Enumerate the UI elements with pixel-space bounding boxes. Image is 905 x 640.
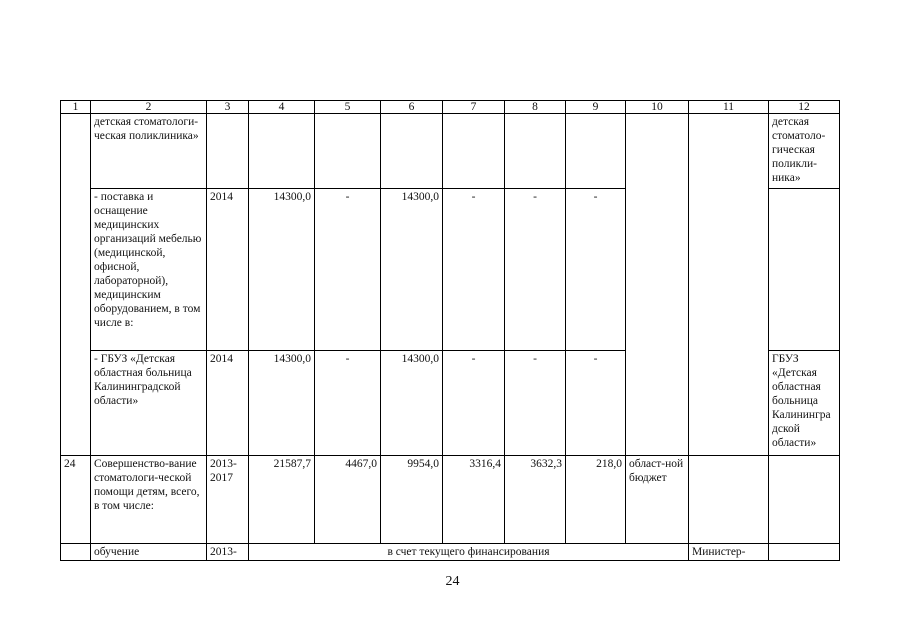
participant-cell: ГБУЗ «Детская областная больница Калинингра дской области» bbox=[769, 351, 840, 456]
total-cell: 21587,7 bbox=[249, 456, 315, 544]
row-number-cell: 24 bbox=[61, 456, 91, 544]
value-cell: 218,0 bbox=[566, 456, 626, 544]
value-cell: - bbox=[566, 189, 626, 351]
total-cell: 14300,0 bbox=[249, 189, 315, 351]
value-cell: 3316,4 bbox=[443, 456, 505, 544]
value-cell: - bbox=[505, 189, 566, 351]
header-cell-12: 12 bbox=[769, 101, 840, 114]
value-cell bbox=[315, 114, 381, 189]
value-cell: 14300,0 bbox=[381, 189, 443, 351]
value-cell: 3632,3 bbox=[505, 456, 566, 544]
value-cell: - bbox=[315, 189, 381, 351]
header-cell-4: 4 bbox=[249, 101, 315, 114]
value-cell bbox=[443, 114, 505, 189]
value-cell: - bbox=[443, 189, 505, 351]
header-cell-5: 5 bbox=[315, 101, 381, 114]
merged-funding-cell: в счет текущего финансирования bbox=[249, 544, 689, 561]
participant-cell bbox=[769, 544, 840, 561]
value-cell: - bbox=[443, 351, 505, 456]
value-cell: - bbox=[566, 351, 626, 456]
value-cell bbox=[381, 114, 443, 189]
value-cell bbox=[505, 114, 566, 189]
row-number-cell bbox=[61, 114, 91, 456]
value-cell: 9954,0 bbox=[381, 456, 443, 544]
table-row bbox=[61, 456, 840, 544]
table-row bbox=[61, 544, 840, 561]
value-cell: 4467,0 bbox=[315, 456, 381, 544]
value-cell bbox=[566, 114, 626, 189]
page-number: 24 bbox=[445, 574, 460, 589]
year-cell: 2013- bbox=[207, 544, 249, 561]
program-table bbox=[60, 100, 840, 561]
source-cell bbox=[626, 114, 689, 456]
header-cell-8: 8 bbox=[505, 101, 566, 114]
year-cell: 2014 bbox=[207, 351, 249, 456]
executor-cell bbox=[689, 456, 769, 544]
year-cell: 2013-2017 bbox=[207, 456, 249, 544]
participant-cell bbox=[769, 456, 840, 544]
header-row bbox=[61, 101, 840, 114]
header-cell-9: 9 bbox=[566, 101, 626, 114]
executor-cell bbox=[689, 114, 769, 456]
header-cell-10: 10 bbox=[626, 101, 689, 114]
header-cell-7: 7 bbox=[443, 101, 505, 114]
total-cell bbox=[249, 114, 315, 189]
header-cell-2: 2 bbox=[91, 101, 207, 114]
table-row bbox=[61, 114, 840, 189]
header-cell-1: 1 bbox=[61, 101, 91, 114]
total-cell: 14300,0 bbox=[249, 351, 315, 456]
header-cell-6: 6 bbox=[381, 101, 443, 114]
header-cell-11: 11 bbox=[689, 101, 769, 114]
name-cell: - поставка и оснащение медицинских организаций мебелью (медицинской, офисной, лабораторной), медицинским оборудованием, в том числе в: bbox=[91, 189, 207, 351]
value-cell: - bbox=[315, 351, 381, 456]
name-cell: детская стоматологи-ческая поликлиника» bbox=[91, 114, 207, 189]
year-cell bbox=[207, 114, 249, 189]
participant-cell: детская стоматоло-гическая поликли-ника» bbox=[769, 114, 840, 189]
name-cell: - ГБУЗ «Детская областная больница Калининградской области» bbox=[91, 351, 207, 456]
executor-cell: Министер- bbox=[689, 544, 769, 561]
header-cell-3: 3 bbox=[207, 101, 249, 114]
year-cell: 2014 bbox=[207, 189, 249, 351]
name-cell: Совершенство-вание стоматологи-ческой помощи детям, всего, в том числе: bbox=[91, 456, 207, 544]
source-cell: област-ной бюджет bbox=[626, 456, 689, 544]
value-cell: - bbox=[505, 351, 566, 456]
row-number-cell bbox=[61, 544, 91, 561]
name-cell: обучение bbox=[91, 544, 207, 561]
value-cell: 14300,0 bbox=[381, 351, 443, 456]
participant-cell bbox=[769, 189, 840, 351]
